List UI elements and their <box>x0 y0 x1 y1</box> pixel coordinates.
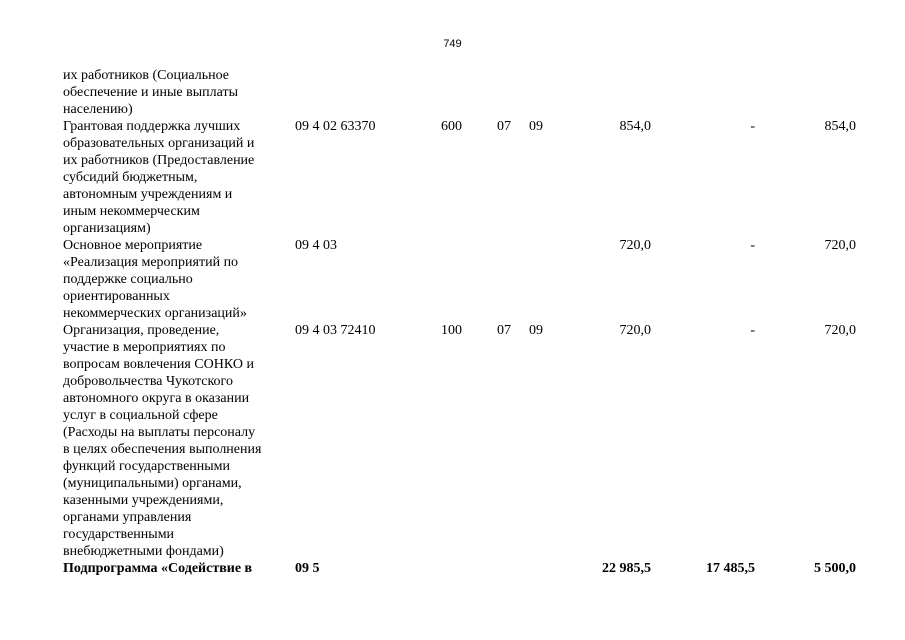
cell-expense-type <box>423 67 497 118</box>
name-line: (Расходы на выплаты персоналу <box>63 425 256 440</box>
name-line: некоммерческих организаций» <box>63 306 247 321</box>
name-line: функций государственными <box>63 459 231 474</box>
cell-section: 07 <box>497 119 511 134</box>
cell-federal: - <box>750 323 755 338</box>
name-line: образовательных организаций и <box>63 136 255 151</box>
name-line: поддержке социально <box>63 272 193 287</box>
cell-name <box>63 67 295 118</box>
name-line: их работников (Социальное <box>63 68 230 83</box>
cell-program-code: 09 4 03 72410 <box>295 323 376 338</box>
cell-total: 854,0 <box>619 119 651 134</box>
cell-section: 07 <box>497 323 511 338</box>
cell-program-code <box>295 67 423 118</box>
cell-regional: 720,0 <box>824 238 856 253</box>
cell-program-code: 09 4 03 <box>295 238 337 253</box>
cell-regional <box>755 67 856 118</box>
name-line: ориентированных <box>63 289 170 304</box>
cell-name <box>63 560 295 577</box>
cell-expense-type <box>423 560 497 577</box>
table-row <box>63 237 856 322</box>
name-line: Организация, проведение, <box>63 323 220 338</box>
cell-program-code: 09 4 02 63370 <box>295 119 376 134</box>
name-line: услуг в социальной сфере <box>63 408 218 423</box>
cell-section <box>497 560 529 577</box>
cell-federal: - <box>750 238 755 253</box>
cell-total: 720,0 <box>619 238 651 253</box>
table-body <box>63 67 856 577</box>
name-line: организациям) <box>63 221 151 236</box>
name-line: вопросам вовлечения СОНКО и <box>63 357 254 372</box>
name-line: (муниципальными) органами, <box>63 476 242 491</box>
page-number: 749 <box>443 38 462 50</box>
name-line: обеспечение и иные выплаты <box>63 85 238 100</box>
cell-federal: - <box>750 119 755 134</box>
cell-expense-type: 600 <box>441 119 462 134</box>
cell-name <box>63 118 295 237</box>
cell-regional: 854,0 <box>824 119 856 134</box>
name-line: в целях обеспечения выполнения <box>63 442 262 457</box>
name-line: «Реализация мероприятий по <box>63 255 239 270</box>
cell-subsection <box>529 237 569 322</box>
cell-subsection <box>529 560 569 577</box>
name-line: населению) <box>63 102 133 117</box>
cell-subsection: 09 <box>529 323 543 338</box>
cell-program-code: 09 5 <box>295 561 320 576</box>
cell-regional: 720,0 <box>824 323 856 338</box>
name-line: органами управления <box>63 510 192 525</box>
table-row <box>63 118 856 237</box>
cell-total: 22 985,5 <box>602 561 651 576</box>
name-line: субсидий бюджетным, <box>63 170 198 185</box>
cell-regional: 5 500,0 <box>814 561 856 576</box>
cell-section <box>497 67 529 118</box>
cell-section <box>497 237 529 322</box>
name-line: Грантовая поддержка лучших <box>63 119 241 134</box>
name-line: добровольчества Чукотского <box>63 374 233 389</box>
cell-subsection <box>529 67 569 118</box>
cell-expense-type <box>423 237 497 322</box>
name-line: Основное мероприятие <box>63 238 203 253</box>
cell-federal: 17 485,5 <box>706 561 755 576</box>
name-line: автономным учреждениям и <box>63 187 233 202</box>
table-row <box>63 560 856 577</box>
table-row <box>63 67 856 118</box>
cell-total: 720,0 <box>619 323 651 338</box>
name-line: Подпрограмма «Содействие в <box>63 561 253 576</box>
cell-name <box>63 237 295 322</box>
name-line: внебюджетными фондами) <box>63 544 224 559</box>
budget-table <box>63 67 856 577</box>
table-row <box>63 322 856 560</box>
name-line: государственными <box>63 527 175 542</box>
cell-total <box>569 67 651 118</box>
name-line: участие в мероприятиях по <box>63 340 226 355</box>
name-line: их работников (Предоставление <box>63 153 255 168</box>
name-line: иным некоммерческим <box>63 204 200 219</box>
cell-federal <box>651 67 755 118</box>
cell-subsection: 09 <box>529 119 543 134</box>
cell-name <box>63 322 295 560</box>
name-line: автономного округа в оказании <box>63 391 250 406</box>
cell-expense-type: 100 <box>441 323 462 338</box>
name-line: казенными учреждениями, <box>63 493 224 508</box>
